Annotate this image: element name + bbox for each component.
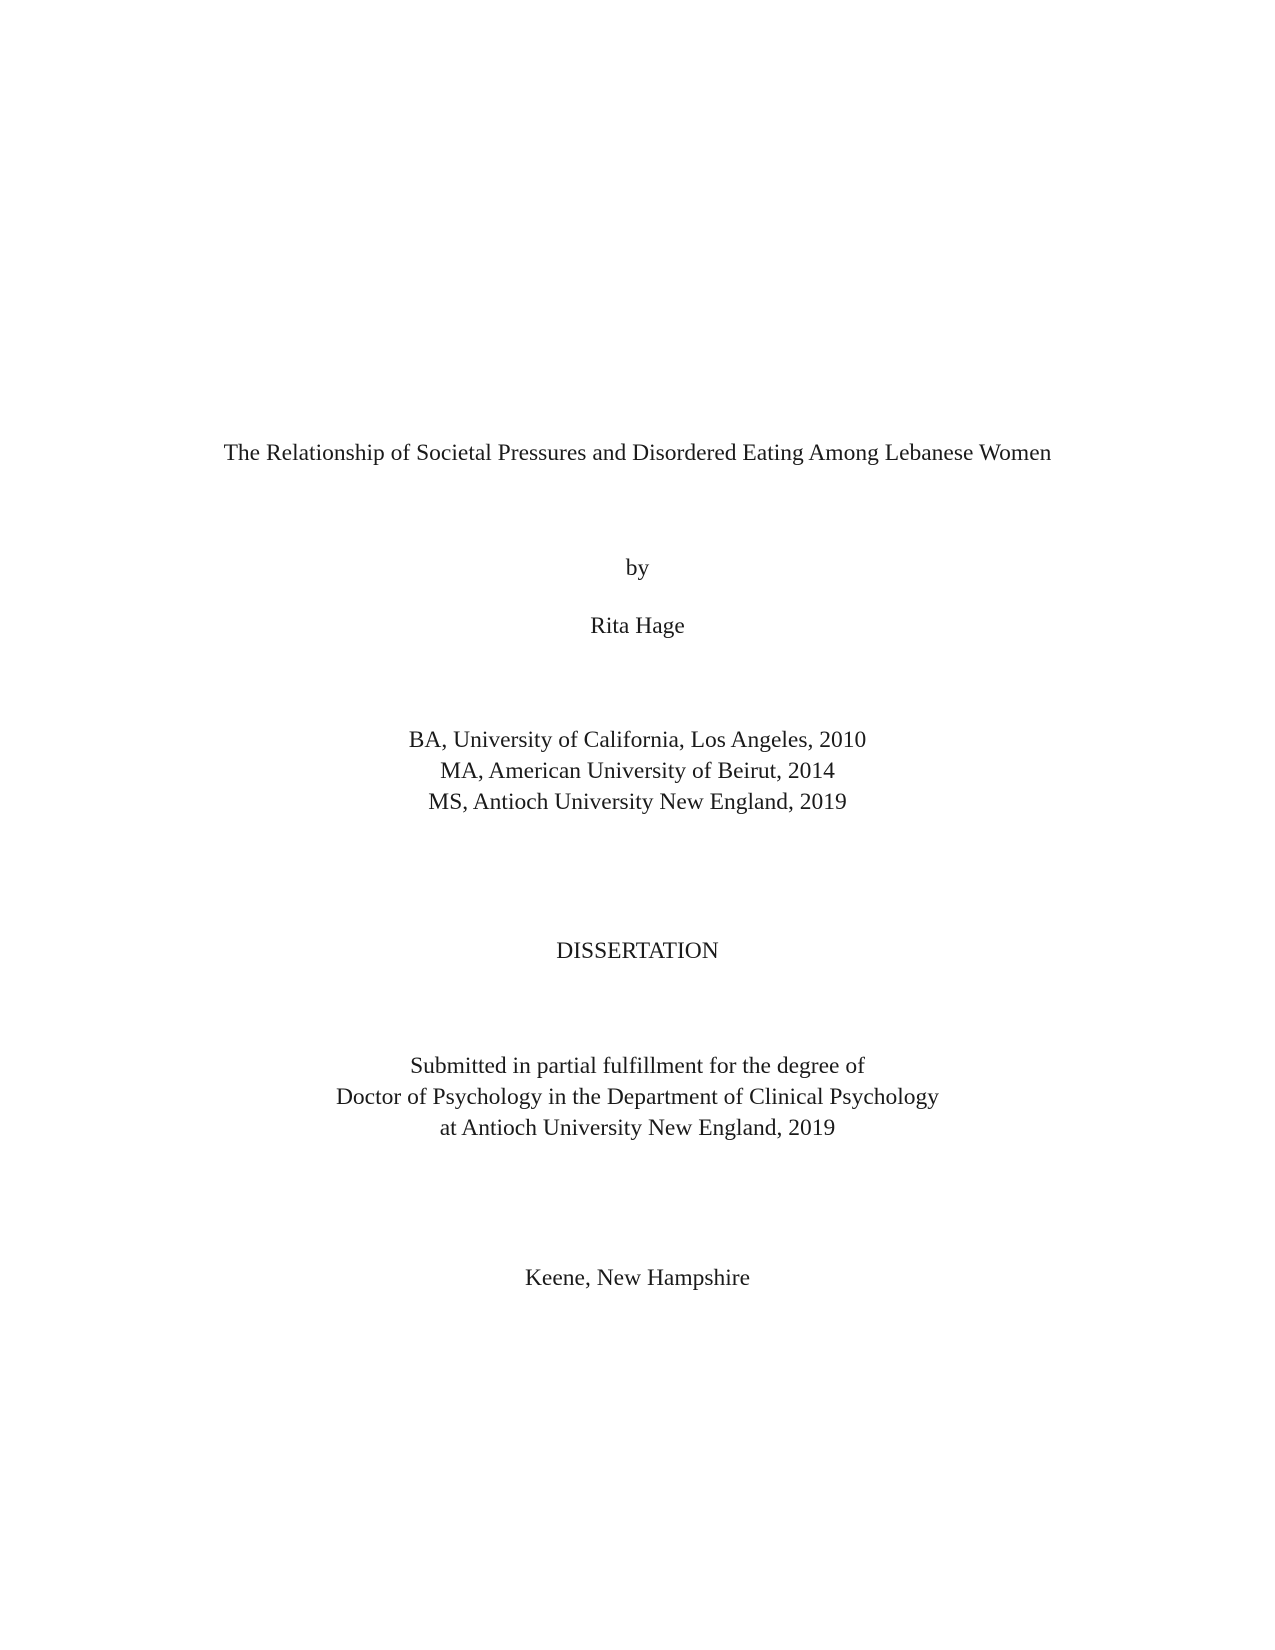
degree-line: BA, University of California, Los Angeles, 2010: [408, 727, 867, 753]
degree-line: MA, American University of Beirut, 2014: [440, 758, 835, 784]
degree-line: MS, Antioch University New England, 2019: [428, 789, 847, 815]
submission-line: Submitted in partial fulfillment for the degree of: [410, 1053, 865, 1079]
by-label: by: [625, 555, 650, 581]
submission-line: at Antioch University New England, 2019: [439, 1115, 836, 1141]
document-type: DISSERTATION: [556, 938, 719, 964]
author-name: Rita Hage: [590, 613, 685, 639]
dissertation-title: The Relationship of Societal Pressures and Disordered Eating Among Lebanese Women: [223, 440, 1052, 466]
submission-line: Doctor of Psychology in the Department of Clinical Psychology: [335, 1084, 940, 1110]
location: Keene, New Hampshire: [524, 1265, 751, 1291]
